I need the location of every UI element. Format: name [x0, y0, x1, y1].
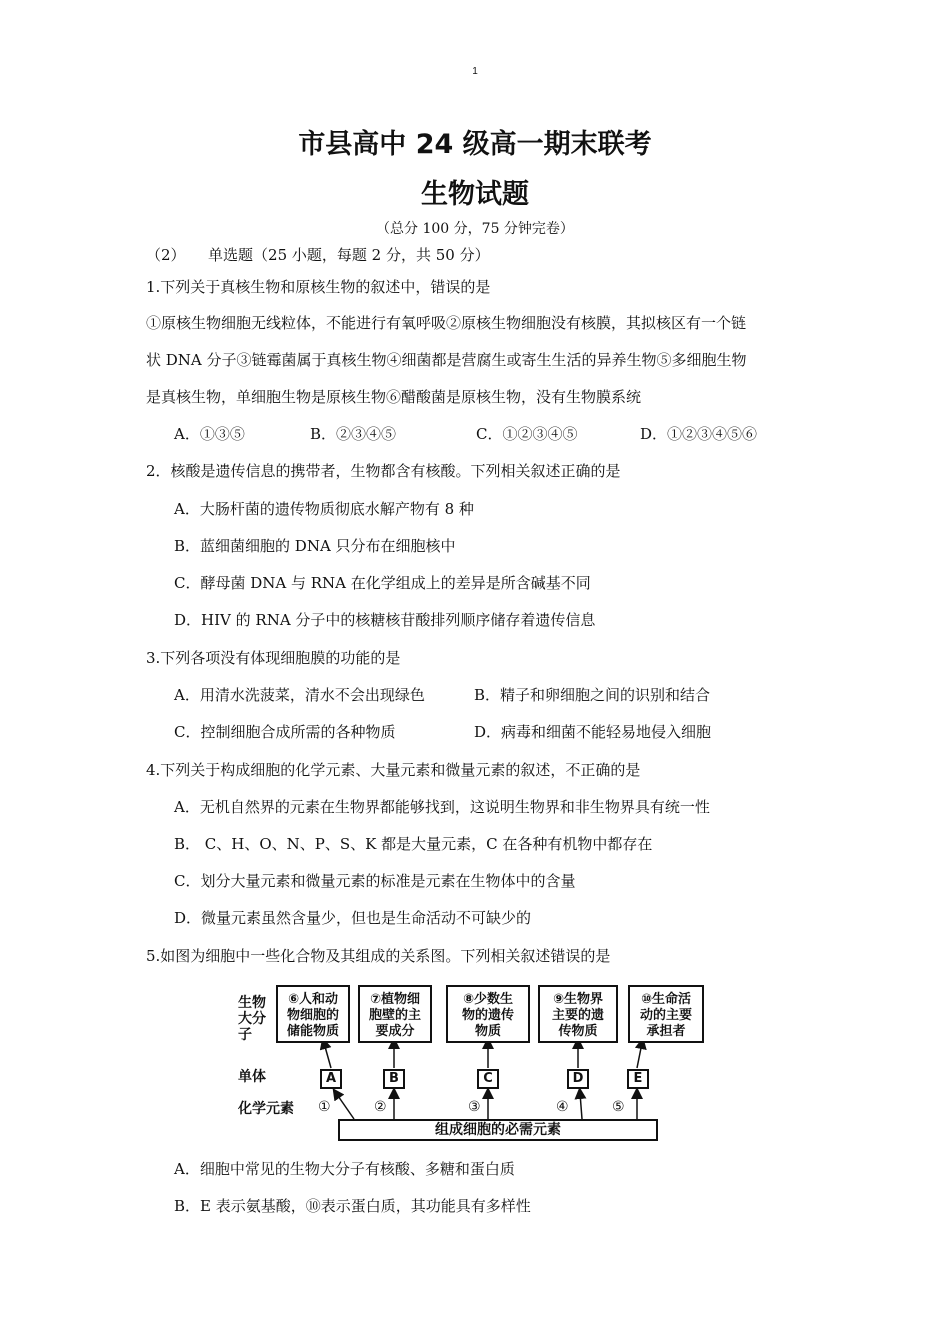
q2-option-a: A．大肠杆菌的遗传物质彻底水解产物有 8 种	[174, 500, 474, 518]
q1-option-d: D．①②③④⑤⑥	[640, 425, 758, 443]
q2-option-c: C．酵母菌 DNA 与 RNA 在化学组成上的差异是所含碱基不同	[174, 574, 591, 592]
q5-stem: 5.如图为细胞中一些化合物及其组成的关系图。下列相关叙述错误的是	[146, 947, 611, 965]
unit-c: C	[477, 1069, 499, 1089]
q4-option-d: D．微量元素虽然含量少，但也是生命活动不可缺少的	[174, 909, 532, 927]
element-num-4: ④	[556, 1099, 569, 1115]
q3-option-d: D．病毒和细菌不能轻易地侵入细胞	[474, 723, 712, 741]
box-life-activity	[628, 985, 704, 1043]
q1-body-line2: 状 DNA 分子③链霉菌属于真核生物④细菌都是营腐生或寄生生活的异养生物⑤多细胞生物	[146, 351, 747, 369]
box-life-activity-line: ⑩生命活	[640, 992, 691, 1007]
element-num-3: ③	[468, 1099, 481, 1115]
q3-option-b: B．精子和卵细胞之间的识别和结合	[474, 686, 711, 704]
q4-option-c: C．划分大量元素和微量元素的标准是元素在生物体中的含量	[174, 872, 576, 890]
unit-a: A	[320, 1069, 342, 1089]
q3-stem: 3.下列各项没有体现细胞膜的功能的是	[146, 649, 401, 667]
q3-option-c: C．控制细胞合成所需的各种物质	[174, 723, 396, 741]
box-main-genetic: ⑨生物界 主要的遗 传物质	[538, 985, 618, 1043]
element-num-5: ⑤	[612, 1099, 625, 1115]
q2-stem: 2．核酸是遗传信息的携带者，生物都含有核酸。下列相关叙述正确的是	[146, 462, 621, 480]
box-life-activity-line: 动的主要	[639, 1008, 692, 1023]
box-life-activity-line: 承担者	[646, 1024, 686, 1039]
q1-option-c: C．①②③④⑤	[476, 425, 578, 443]
q1-option-b: B．②③④⑤	[310, 425, 397, 443]
q1-option-a: A．①③⑤	[174, 425, 245, 443]
unit-d: D	[567, 1069, 589, 1089]
unit-e: E	[627, 1069, 649, 1089]
q5-option-a: A．细胞中常见的生物大分子有核酸、多糖和蛋白质	[174, 1160, 515, 1178]
label-monomer: 单体	[238, 1069, 266, 1085]
label-element: 化学元素	[238, 1101, 294, 1117]
q3-option-a: A．用清水洗菠菜，清水不会出现绿色	[174, 686, 425, 704]
q2-option-d: D．HIV 的 RNA 分子中的核糖核苷酸排列顺序储存着遗传信息	[174, 611, 596, 629]
element-num-1: ①	[318, 1099, 331, 1115]
q2-option-b: B．蓝细菌细胞的 DNA 只分布在细胞核中	[174, 537, 456, 555]
q4-option-a: A．无机自然界的元素在生物界都能够找到，这说明生物界和非生物界具有统一性	[174, 798, 710, 816]
box-minor-genetic: ⑧少数生 物的遗传 物质	[446, 985, 530, 1043]
section-heading: （2） 单选题（25 小题，每题 2 分，共 50 分）	[146, 246, 490, 264]
exam-info: （总分 100 分，75 分钟完卷）	[376, 221, 574, 237]
element-num-2: ②	[374, 1099, 387, 1115]
subject-title: 生物试题	[421, 179, 529, 210]
compound-relationship-diagram	[232, 983, 662, 1143]
q1-body-line1: ①原核生物细胞无线粒体，不能进行有氧呼吸②原核生物细胞没有核膜，其拟核区有一个链	[146, 314, 747, 332]
box-cell-wall: ⑦植物细 胞壁的主 要成分	[358, 985, 432, 1043]
box-storage-substance: ⑥人和动 物细胞的 储能物质	[276, 985, 350, 1043]
q1-stem: 1.下列关于真核生物和原核生物的叙述中，错误的是	[146, 278, 491, 296]
unit-b: B	[383, 1069, 405, 1089]
base-elements-box: 组成细胞的必需元素	[338, 1119, 658, 1141]
q1-body-line3: 是真核生物，单细胞生物是原核生物⑥醋酸菌是原核生物，没有生物膜系统	[146, 388, 642, 406]
exam-title: 市县高中 24 级高一期末联考	[298, 129, 652, 160]
page-number: 1	[472, 66, 478, 77]
q4-stem: 4.下列关于构成细胞的化学元素、大量元素和微量元素的叙述，不正确的是	[146, 761, 641, 779]
label-macromolecule: 生物 大分 子	[238, 995, 266, 1043]
q4-option-b: B． C、H、O、N、P、S、K 都是大量元素，C 在各种有机物中都存在	[174, 835, 653, 853]
q5-option-b: B．E 表示氨基酸，⑩表示蛋白质，其功能具有多样性	[174, 1197, 531, 1215]
